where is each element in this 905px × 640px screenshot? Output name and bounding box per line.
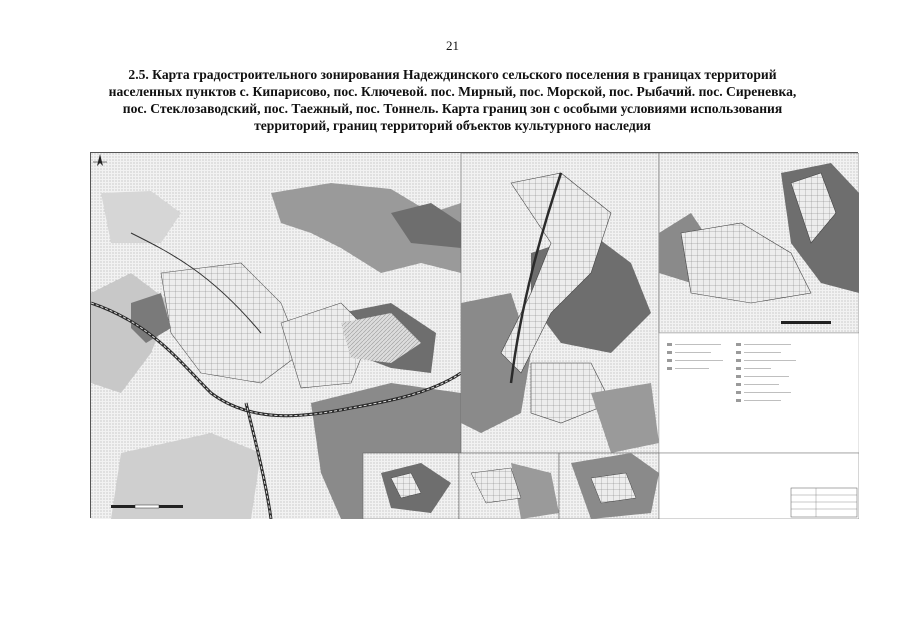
document-heading — [80, 66, 825, 134]
zoning-map-image — [91, 153, 859, 519]
heading-line-1: 2.5. Карта градостроительного зонирования Надеждинского сельского поселения в границах территорий — [128, 67, 777, 82]
inset-map-2 — [459, 453, 559, 519]
north-arrow-icon — [91, 153, 109, 171]
heading-line-2: населенных пунктов с. Кипарисово, пос. Ключевой. пос. Мирный, пос. Морской, пос. Рыбачий. пос. Сиреневка, — [108, 84, 797, 99]
heading-line-4: территорий, границ территорий объектов культурного наследия — [254, 118, 651, 133]
inset-map-3 — [559, 453, 659, 519]
title-block-icon — [659, 453, 859, 519]
middle-map-panel — [461, 153, 659, 453]
heading-line-3: пос. Стеклозаводский, пос. Таежный, пос. Тоннель. Карта границ зон с особыми условиями использования — [122, 101, 783, 116]
right-map-panel — [659, 153, 859, 333]
map-legend — [659, 333, 859, 453]
scale-bar-icon — [111, 505, 183, 508]
zoning-map-sheet — [90, 152, 858, 518]
page-number: 21 — [446, 38, 459, 53]
inset-map-1 — [363, 453, 459, 519]
